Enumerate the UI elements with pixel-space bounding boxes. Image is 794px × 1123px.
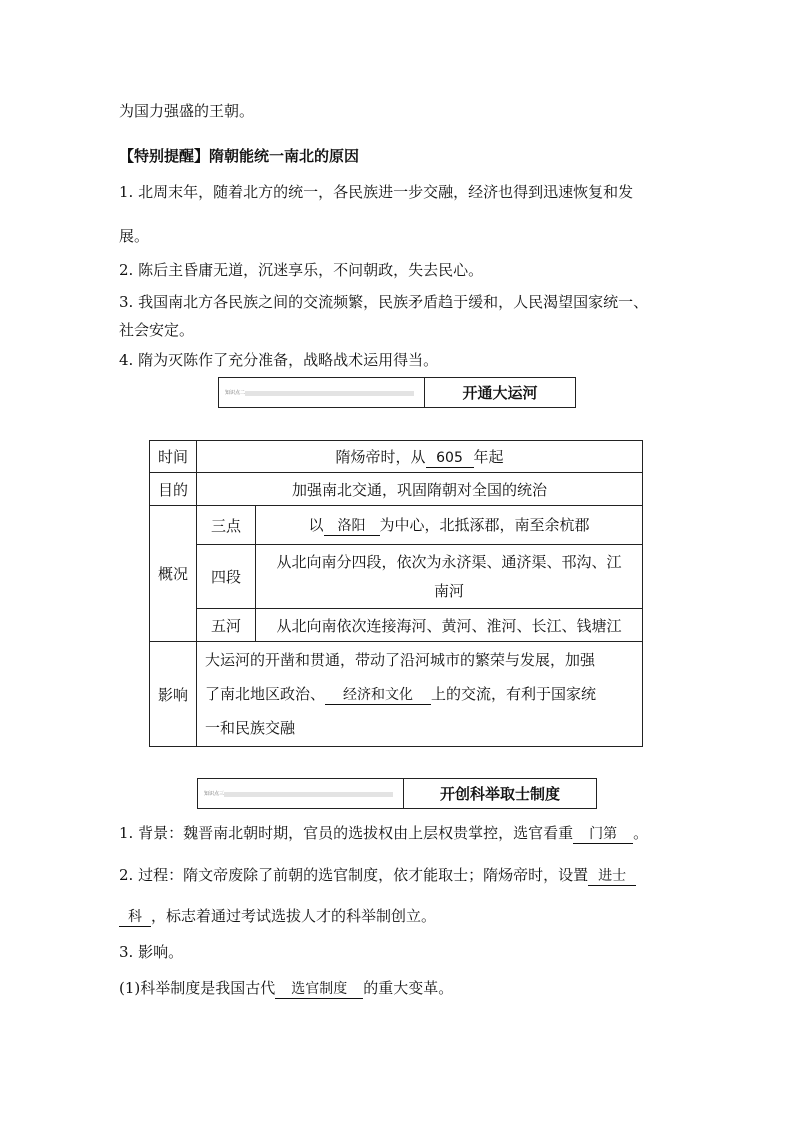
keju-item-2-cont xyxy=(119,906,436,927)
item-number: 2. xyxy=(119,866,134,884)
table-row-three xyxy=(150,506,643,545)
tip-item-4 xyxy=(119,350,438,370)
text-segment: 的重大变革。 xyxy=(363,979,454,997)
text-segment: 年起 xyxy=(473,447,504,466)
row-content xyxy=(197,441,643,473)
text-segment: 一和民族交融 xyxy=(205,719,296,737)
tip-item-text: 社会安定。 xyxy=(119,321,195,339)
row-label: 影响 xyxy=(150,642,197,747)
tip-item-text: 展。 xyxy=(119,227,150,245)
text-segment: ，标志着通过考试选拔人才的科举制创立。 xyxy=(151,907,437,925)
row-label: 目的 xyxy=(150,473,197,506)
intro-text: 为国力强盛的王朝。 xyxy=(119,102,255,120)
text-segment: 从北向南分四段，依次为永济渠、通济渠、邗沟、江 xyxy=(276,552,622,571)
section-title: 开创科举取士制度 xyxy=(439,785,560,803)
tip-item-3-cont xyxy=(119,320,194,340)
sub-label: 四段 xyxy=(197,545,256,609)
answer-blank: 洛阳 xyxy=(324,517,380,536)
item-number: 3. xyxy=(119,943,134,961)
section-tag-bar xyxy=(245,391,414,396)
tip-item-number: 3. xyxy=(119,293,134,311)
section-title: 开通大运河 xyxy=(462,384,538,402)
row-content xyxy=(197,642,643,747)
tip-item-text: 北周末年，随着北方的统一，各民族进一步交融，经济也得到迅速恢复和发 xyxy=(138,183,634,201)
tip-item-number: 2. xyxy=(119,261,134,279)
keju-item-2 xyxy=(119,865,636,886)
tip-item-1-cont xyxy=(119,226,149,246)
row-label: 概况 xyxy=(150,506,197,642)
item-number: (1) xyxy=(119,979,141,997)
canal-table xyxy=(149,440,643,747)
keju-item-4 xyxy=(119,978,453,999)
text-segment: 隋炀帝时，从 xyxy=(335,447,426,466)
text-segment: 南河 xyxy=(433,581,464,600)
text-segment: 上的交流，有利于国家统 xyxy=(431,685,597,703)
sub-label: 三点 xyxy=(197,506,256,545)
section-tag-bar xyxy=(224,792,393,797)
table-row-time xyxy=(150,441,643,473)
section-tag: 知识点二 xyxy=(225,390,246,396)
table-row-four xyxy=(150,545,643,609)
keju-item-3 xyxy=(119,942,183,962)
sub-label: 五河 xyxy=(197,609,256,642)
row-content xyxy=(256,506,643,545)
answer-blank: 进士 xyxy=(588,867,636,886)
table-row-five xyxy=(150,609,643,642)
table-row-impact xyxy=(150,642,643,747)
answer-blank: 门第 xyxy=(573,825,633,844)
tip-item-number: 1. xyxy=(119,183,134,201)
text-segment: 为中心，北抵涿郡，南至余杭郡 xyxy=(379,516,590,534)
row-label: 时间 xyxy=(150,441,197,473)
answer-blank: 605 xyxy=(426,449,474,468)
answer-blank: 科 xyxy=(119,908,151,927)
section-tag: 知识点三 xyxy=(204,791,225,797)
tip-item-text: 隋为灭陈作了充分准备，战略战术运用得当。 xyxy=(138,351,439,369)
answer-blank: 选官制度 xyxy=(275,980,363,999)
text-segment: 过程：隋文帝废除了前朝的选官制度，依才能取士；隋炀帝时，设置 xyxy=(138,866,589,884)
row-content: 加强南北交通，巩固隋朝对全国的统治 xyxy=(197,473,643,506)
text-segment: 影响。 xyxy=(138,943,184,961)
tip-heading xyxy=(119,146,359,166)
text-segment: 科举制度是我国古代 xyxy=(140,979,276,997)
table-row-purpose xyxy=(150,473,643,506)
text-segment: 大运河的开凿和贯通，带动了沿河城市的繁荣与发展，加强 xyxy=(205,651,596,669)
text-segment: 了南北地区政治、 xyxy=(205,685,326,703)
text-segment: 背景：魏晋南北朝时期，官员的选拔权由上层权贵掌控，选官看重 xyxy=(138,824,574,842)
answer-blank: 经济和文化 xyxy=(325,686,431,705)
item-number: 1. xyxy=(119,824,134,842)
section-header-keju xyxy=(197,778,597,809)
impact-line-2 xyxy=(205,677,634,711)
text-segment: 以 xyxy=(308,516,324,534)
section-tag-area xyxy=(198,779,404,808)
row-content xyxy=(256,545,643,609)
row-content: 从北向南依次连接海河、黄河、淮河、长江、钱塘江 xyxy=(256,609,643,642)
tip-item-text: 陈后主昏庸无道，沉迷享乐，不问朝政，失去民心。 xyxy=(138,261,484,279)
tip-item-1 xyxy=(119,182,633,202)
tip-item-2 xyxy=(119,260,483,280)
tip-title: 【特别提醒】 xyxy=(119,147,210,165)
tip-item-3 xyxy=(119,292,648,312)
section-header-canal xyxy=(218,377,576,408)
keju-item-1 xyxy=(119,823,648,844)
tip-item-text: 我国南北方各民族之间的交流频繁，民族矛盾趋于缓和，人民渴望国家统一、 xyxy=(138,293,649,311)
tip-subtitle: 隋朝能统一南北的原因 xyxy=(209,147,360,165)
tip-item-number: 4. xyxy=(119,351,134,369)
section-tag-area xyxy=(219,378,425,407)
text-segment: 。 xyxy=(633,824,649,842)
